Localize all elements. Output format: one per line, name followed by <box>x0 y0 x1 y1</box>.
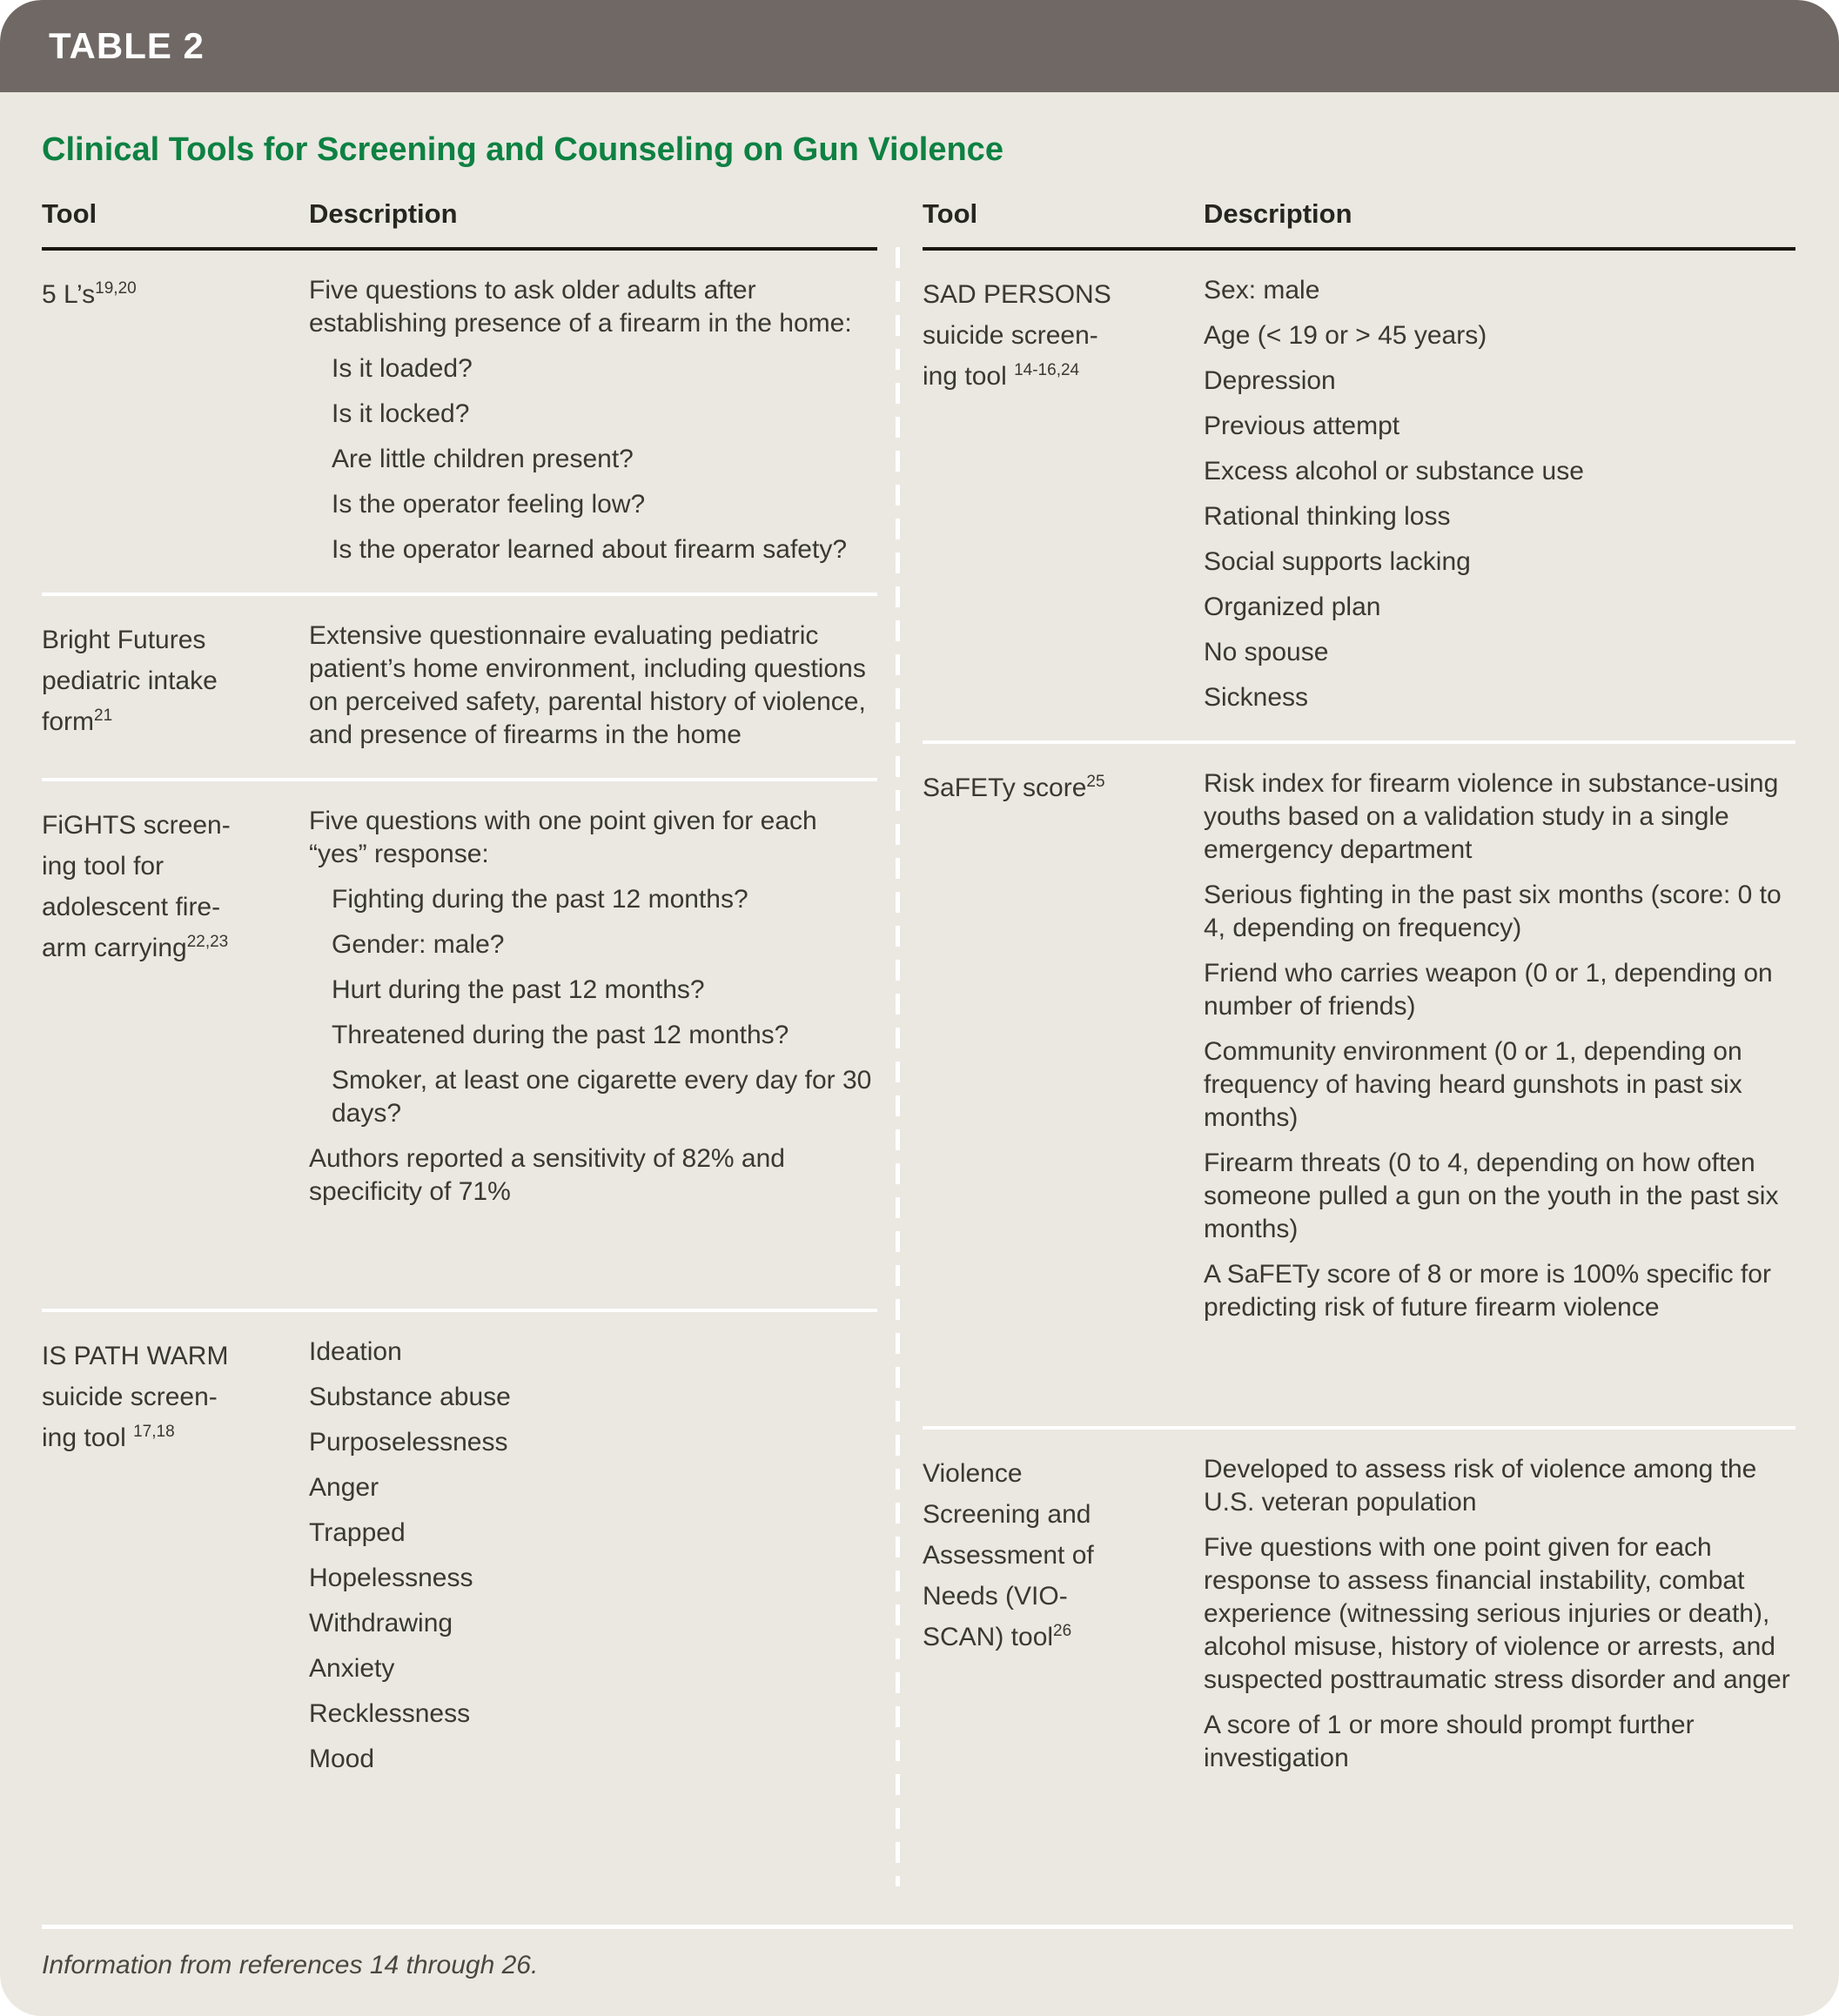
tool-description <box>1204 1453 1795 1775</box>
description-paragraph: Sex: male <box>1204 276 1320 305</box>
reference-superscript: 22,23 <box>186 933 229 951</box>
table-title: Clinical Tools for Screening and Counseling on Gun Violence <box>42 131 1003 168</box>
description-subitem: Is the operator feeling low? <box>332 490 646 519</box>
description-subitem: Fighting during the past 12 months? <box>332 885 748 914</box>
column-header-tool: Tool <box>42 198 97 229</box>
description-subitem: Threatened during the past 12 months? <box>332 1021 789 1049</box>
description-paragraph: Trapped <box>309 1518 406 1547</box>
description-paragraph: A score of 1 or more should prompt further investigation <box>1204 1711 1695 1772</box>
description-paragraph: Withdrawing <box>309 1609 453 1638</box>
column-header-description: Description <box>1204 198 1352 229</box>
tool-description <box>309 805 877 1283</box>
table-column-right <box>923 169 1795 1801</box>
tool-name: FiGHTS screen- ing tool for adolescent fire- arm carrying$^{22,23}$ <box>42 811 231 962</box>
description-subitem: Is the operator learned about firearm safety? <box>332 535 848 564</box>
reference-superscript: 25 <box>1086 773 1105 791</box>
description-paragraph: Developed to assess risk of violence among the U.S. veteran population <box>1204 1455 1757 1517</box>
table-rows-left <box>42 251 877 1802</box>
description-paragraph: Depression <box>1204 366 1336 395</box>
table-column-left <box>42 169 877 1802</box>
tool-description <box>1204 767 1795 1400</box>
reference-superscript: 17,18 <box>133 1423 175 1441</box>
tool-name: Violence Screening and Assessment of Needs (VIO- SCAN) tool$^{26}$ <box>923 1459 1094 1651</box>
table-header-bar <box>0 0 1839 92</box>
description-paragraph: Mood <box>309 1745 375 1773</box>
description-paragraph: Hopelessness <box>309 1564 473 1592</box>
description-paragraph: Purposelessness <box>309 1428 508 1457</box>
reference-superscript: 21 <box>94 707 113 725</box>
description-paragraph: No spouse <box>1204 638 1329 666</box>
description-paragraph: Organized plan <box>1204 593 1381 621</box>
description-subitem: Are little children present? <box>332 445 634 473</box>
tool-name: SaFETy score$^{25}$ <box>923 773 1105 802</box>
table-row <box>42 781 877 1312</box>
table-columns <box>42 169 1795 1802</box>
description-paragraph: Friend who carries weapon (0 or 1, depending on number of friends) <box>1204 959 1773 1021</box>
description-paragraph: Five questions with one point given for each “yes” response: <box>309 807 817 868</box>
column-header-description: Description <box>309 198 458 229</box>
footer-rule <box>42 1925 1793 1929</box>
description-paragraph: Serious fighting in the past six months (score: 0 to 4, depending on frequency) <box>1204 881 1782 942</box>
description-paragraph: Sickness <box>1204 683 1309 712</box>
description-subitem: Hurt during the past 12 months? <box>332 975 705 1004</box>
description-paragraph: Excess alcohol or substance use <box>1204 457 1584 486</box>
description-paragraph: Risk index for firearm violence in substance-using youths based on a validation study in a single emergency department <box>1204 769 1779 864</box>
tool-name: IS PATH WARM suicide screen- ing tool $^{17,18}$ <box>42 1342 229 1452</box>
footnote-text: Information from references 14 through 26. <box>42 1951 539 1979</box>
description-subitem: Gender: male? <box>332 930 505 959</box>
table-row <box>42 251 877 596</box>
column-header-tool: Tool <box>923 198 978 229</box>
description-paragraph: Recklessness <box>309 1699 471 1728</box>
description-paragraph: Ideation <box>309 1337 402 1366</box>
tool-description <box>309 620 877 752</box>
column-divider-dashed <box>896 247 900 1886</box>
tool-name: Bright Futures pediatric intake form$^{21}$ <box>42 626 218 736</box>
description-paragraph: Social supports lacking <box>1204 547 1471 576</box>
description-paragraph: Anger <box>309 1473 379 1502</box>
tool-name: SAD PERSONS suicide screen- ing tool $^{14-16,24}$ <box>923 280 1111 391</box>
description-paragraph: Five questions with one point given for each response to assess financial instability, combat experience (witnessing serious injuries or death), alcohol misuse, history of violence or arrests, and suspected posttraumatic stress disorder and anger <box>1204 1533 1790 1694</box>
description-paragraph: Five questions to ask older adults after establishing presence of a firearm in the home: <box>309 276 852 338</box>
description-paragraph: Community environment (0 or 1, depending on frequency of having heard gunshots in past six months) <box>1204 1037 1742 1132</box>
description-paragraph: Previous attempt <box>1204 412 1400 440</box>
table-number-label: TABLE 2 <box>49 25 205 66</box>
column-spacer <box>877 169 923 1802</box>
table-footer <box>42 1925 1793 1981</box>
tool-description <box>309 1336 877 1776</box>
description-subitem: Is it loaded? <box>332 354 473 383</box>
tool-description <box>309 274 877 566</box>
description-paragraph: Rational thinking loss <box>1204 502 1451 531</box>
description-paragraph: Authors reported a sensitivity of 82% and specificity of 71% <box>309 1144 785 1206</box>
description-paragraph: Anxiety <box>309 1654 395 1683</box>
table-row <box>923 1430 1795 1801</box>
table-row <box>923 744 1795 1430</box>
reference-superscript: 19,20 <box>95 279 137 298</box>
description-paragraph: A SaFETy score of 8 or more is 100% specific for predicting risk of future firearm violence <box>1204 1260 1771 1322</box>
table-row <box>923 251 1795 744</box>
table-row <box>42 1312 877 1802</box>
description-paragraph: Firearm threats (0 to 4, depending on how often someone pulled a gun on the youth in the past six months) <box>1204 1149 1779 1243</box>
description-subitem: Smoker, at least one cigarette every day for 30 days? <box>332 1066 872 1128</box>
reference-superscript: 26 <box>1053 1622 1072 1640</box>
description-paragraph: Extensive questionnaire evaluating pediatric patient’s home environment, including questions on perceived safety, parental history of violence, and presence of firearms in the home <box>309 621 866 749</box>
description-paragraph: Age (< 19 or > 45 years) <box>1204 321 1487 350</box>
description-paragraph: Substance abuse <box>309 1383 511 1411</box>
column-header-row <box>42 169 877 251</box>
tool-name: 5 L’s$^{19,20}$ <box>42 279 137 309</box>
tool-description <box>1204 274 1795 714</box>
table-row <box>42 596 877 781</box>
reference-superscript: 14-16,24 <box>1014 361 1080 379</box>
column-header-row <box>923 169 1795 251</box>
description-subitem: Is it locked? <box>332 399 470 428</box>
table-rows-right <box>923 251 1795 1801</box>
